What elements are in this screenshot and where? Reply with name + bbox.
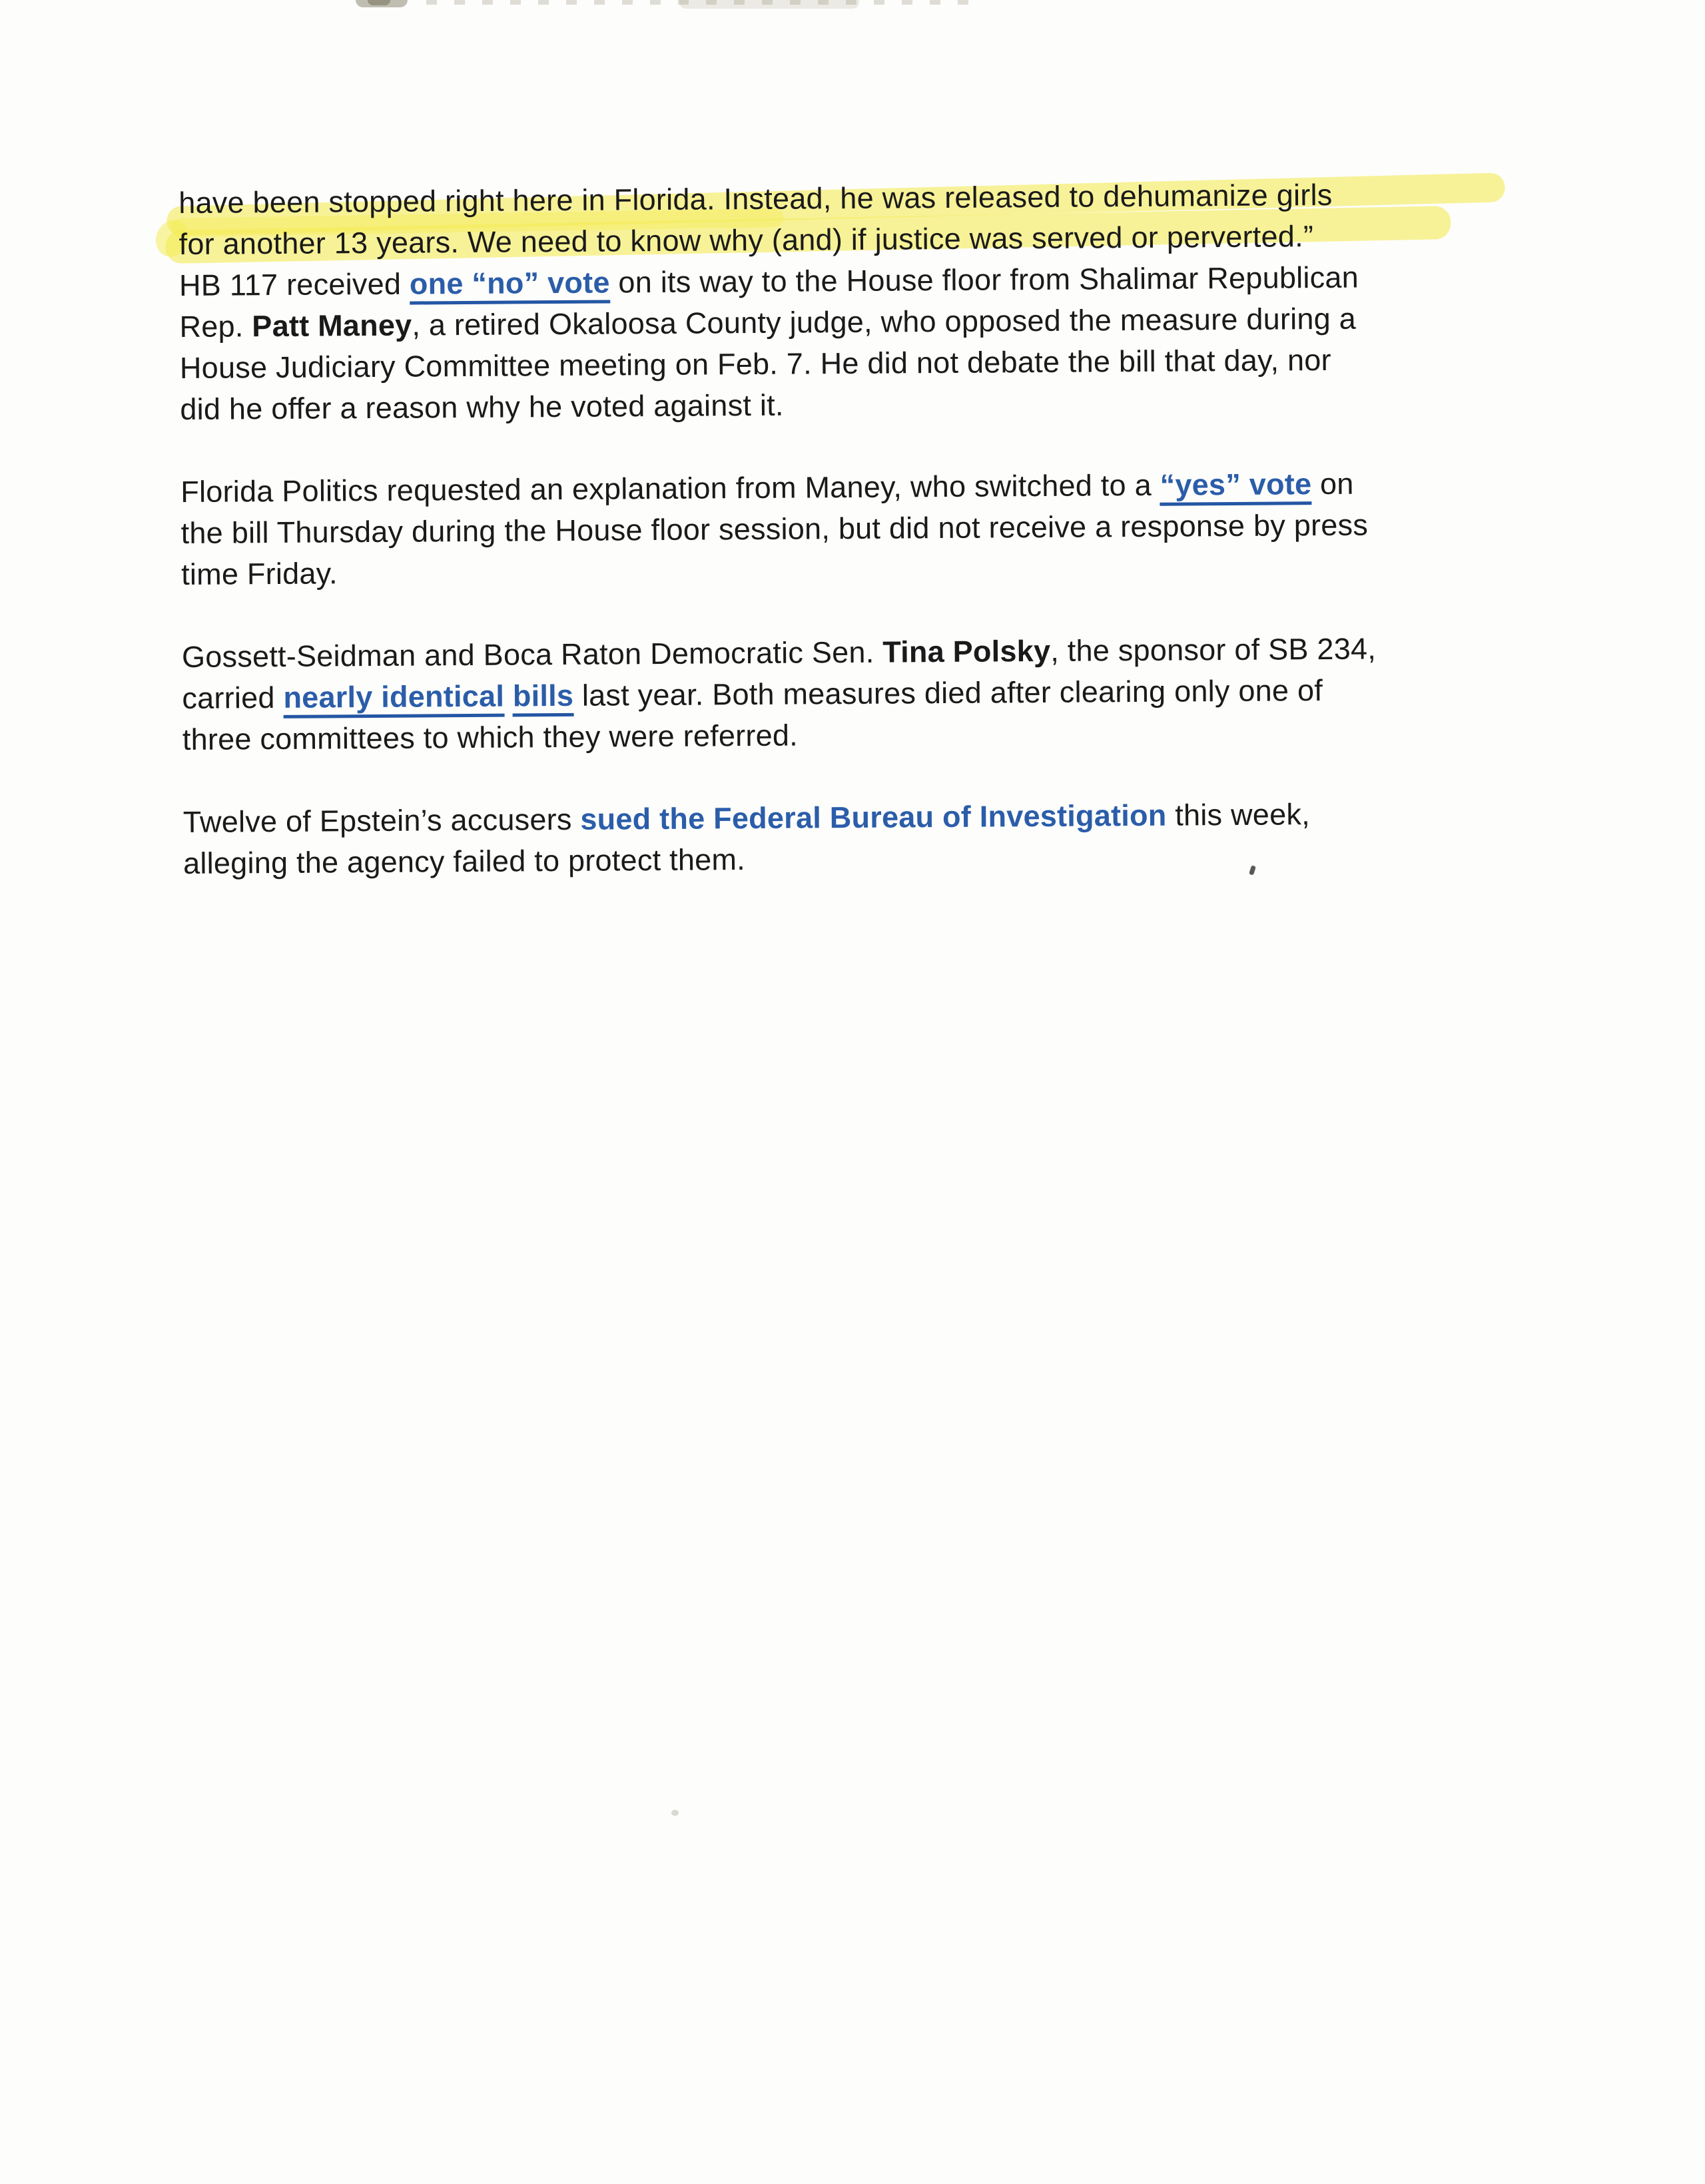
paragraph-1 <box>178 173 1539 430</box>
text-segment: Twelve of Epstein’s accusers <box>182 802 581 839</box>
link-nearly-identical[interactable]: nearly identical <box>283 679 504 718</box>
text-segment: this week, <box>1166 797 1311 832</box>
text-line <box>183 834 1542 884</box>
paragraph-4 <box>182 792 1542 884</box>
paragraph-2 <box>180 462 1540 595</box>
scan-artifact-blob-core <box>368 0 390 5</box>
paragraph-3 <box>182 627 1541 760</box>
text-segment: have been stopped right here in Florida. Instead, he was released to dehumanize girls <box>178 177 1333 220</box>
bold-name-tina-polsky: Tina Polsky <box>882 633 1051 669</box>
text-segment: last year. Both measures died after clearing only one of <box>573 673 1323 712</box>
text-segment: on <box>1311 466 1354 501</box>
text-segment: Florida Politics requested an explanation from Maney, who switched to a <box>180 467 1160 509</box>
link-yes-vote[interactable]: “yes” vote <box>1160 467 1311 506</box>
text-segment: for another 13 years. We need to know why (and) if justice was served or perverted.” <box>178 219 1314 261</box>
text-segment: , the sponsor of SB 234, <box>1050 631 1377 668</box>
document-text-block <box>178 173 1542 926</box>
text-segment: did he offer a reason why he voted against it. <box>180 388 784 426</box>
text-segment: the bill Thursday during the House floor session, but did not receive a response by press <box>180 507 1369 550</box>
text-segment: on its way to the House floor from Shalimar Republican <box>609 260 1359 300</box>
text-segment: alleging the agency failed to protect them. <box>182 842 746 880</box>
text-segment: three committees to which they were referred. <box>182 718 799 756</box>
text-segment: carried <box>182 680 284 715</box>
bold-name-patt-maney: Patt Maney <box>252 308 412 344</box>
scan-speck-dot <box>671 1810 679 1816</box>
text-line <box>182 710 1541 760</box>
text-segment: Rep. <box>179 309 252 344</box>
text-segment: House Judiciary Committee meeting on Feb. 7. He did not debate the bill that day, nor <box>179 342 1331 385</box>
scan-artifact-top-cutoff <box>0 0 1705 12</box>
text-line <box>180 380 1538 430</box>
text-segment: Gossett-Seidman and Boca Raton Democratic Sen. <box>181 635 883 674</box>
text-segment: HB 117 received <box>178 266 410 302</box>
text-segment <box>504 679 513 713</box>
text-segment: time Friday. <box>180 556 338 591</box>
link-one-no-vote[interactable]: one “no” vote <box>410 265 610 304</box>
link-sued-fbi[interactable]: sued the Federal Bureau of Investigation <box>580 798 1167 836</box>
scan-artifact-smudge <box>679 0 859 9</box>
text-segment: , a retired Okaloosa County judge, who opposed the measure during a <box>412 301 1357 342</box>
link-bills[interactable]: bills <box>513 679 574 717</box>
